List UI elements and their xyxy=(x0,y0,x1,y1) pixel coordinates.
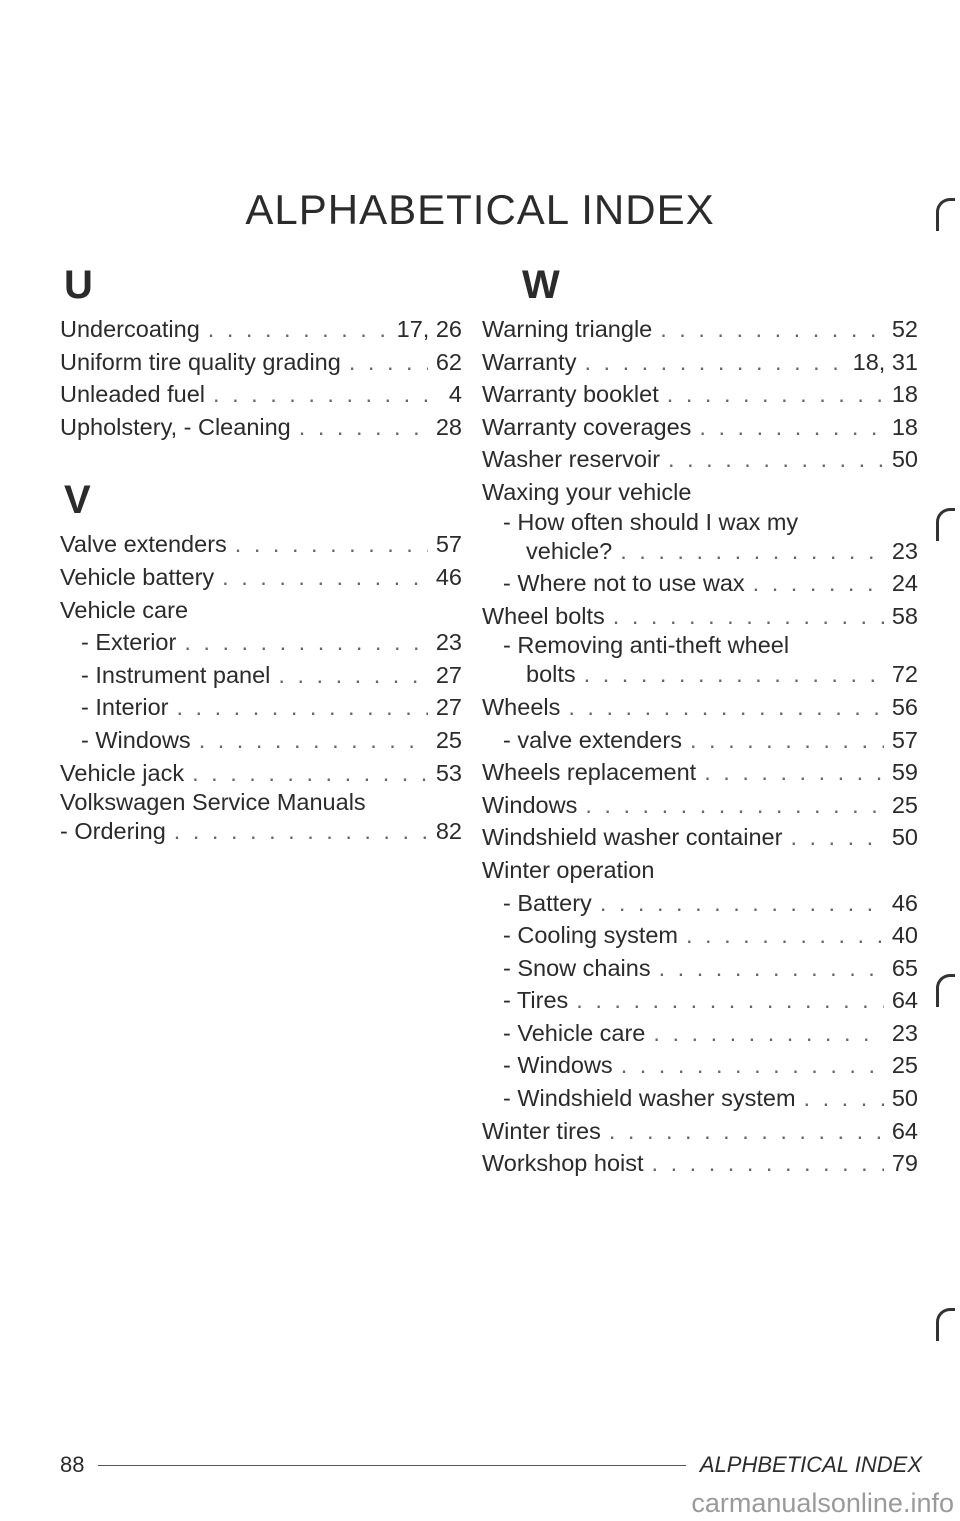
dot-leader xyxy=(349,346,428,379)
dot-leader xyxy=(174,815,428,848)
dot-leader xyxy=(621,1049,884,1082)
entry-text: - Windows xyxy=(81,726,191,753)
section-letter: U xyxy=(64,263,93,307)
page-ref: 64 xyxy=(891,1117,918,1144)
index-entry xyxy=(482,1049,918,1082)
entry-text: - valve extenders xyxy=(503,726,682,753)
entry-text: bolts xyxy=(526,661,576,688)
index-entry xyxy=(60,659,462,692)
entry-text: - Vehicle care xyxy=(503,1019,646,1046)
index-entry xyxy=(482,691,918,724)
index-entry xyxy=(482,789,918,822)
index-heading: - Removing anti-theft wheel xyxy=(503,632,790,659)
watermark: carmanualsonline.info xyxy=(691,1488,954,1518)
page-ref: 23 xyxy=(891,537,918,564)
page-ref: 27 xyxy=(435,661,462,688)
page-ref: 58 xyxy=(891,602,918,629)
page-ref: 24 xyxy=(891,570,918,597)
index-entry xyxy=(482,984,918,1017)
index-entry xyxy=(482,567,918,600)
index-entry xyxy=(482,346,918,379)
index-entry xyxy=(482,378,918,411)
index-entry xyxy=(482,1082,918,1115)
page-ref: 17, 26 xyxy=(396,316,462,342)
page-ref: 25 xyxy=(891,791,918,818)
page-ref: 50 xyxy=(891,1085,918,1112)
page-ref: 72 xyxy=(891,661,918,688)
index-entry xyxy=(482,919,918,952)
index-entry xyxy=(482,1017,918,1050)
dot-leader xyxy=(299,411,428,444)
page-ref: 56 xyxy=(891,693,918,720)
entry-text: Wheel bolts xyxy=(482,602,605,629)
dot-leader xyxy=(668,443,884,476)
dot-leader xyxy=(213,378,441,411)
index-entry xyxy=(482,887,918,920)
entry-text: - Instrument panel xyxy=(81,661,271,688)
dot-leader xyxy=(686,919,884,952)
index-entry xyxy=(482,443,918,476)
page-ref: 79 xyxy=(891,1150,918,1177)
dot-leader xyxy=(704,756,884,789)
index-entry xyxy=(482,313,918,346)
dot-leader xyxy=(585,789,884,822)
page-ref: 52 xyxy=(891,316,918,342)
dot-leader xyxy=(613,600,884,633)
dot-leader xyxy=(600,887,884,920)
dot-leader xyxy=(609,1115,884,1148)
page-ref: 23 xyxy=(891,1019,918,1046)
page-ref: 62 xyxy=(435,348,462,375)
section-gap xyxy=(60,443,462,477)
index-entry xyxy=(60,378,462,411)
entry-text: - Cooling system xyxy=(503,922,678,949)
page-number: 88 xyxy=(60,1452,85,1477)
page-ref: 50 xyxy=(891,824,918,851)
page-ref: 65 xyxy=(891,954,918,981)
dot-leader xyxy=(584,346,844,379)
page-ref: 28 xyxy=(435,413,462,440)
page-ref: 46 xyxy=(891,889,918,916)
page-ref: 25 xyxy=(891,1052,918,1079)
index-entry xyxy=(60,626,462,659)
footer-section-title: ALPHBETICAL INDEX xyxy=(699,1452,922,1477)
dot-leader xyxy=(790,821,883,854)
index-entry xyxy=(482,1147,918,1180)
index-heading: Winter operation xyxy=(482,856,655,883)
dot-leader xyxy=(235,528,428,561)
dot-leader xyxy=(667,378,884,411)
tab-marker-icon xyxy=(936,198,954,228)
page-ref: 64 xyxy=(891,987,918,1014)
dot-leader xyxy=(660,313,884,346)
entry-text: Undercoating xyxy=(60,316,200,342)
page-ref: 59 xyxy=(891,759,918,786)
section-letter: V xyxy=(64,478,91,523)
dot-leader xyxy=(653,1017,883,1050)
index-entry xyxy=(60,724,462,757)
page-ref: 46 xyxy=(435,563,462,590)
dot-leader xyxy=(177,691,428,724)
page-ref: 82 xyxy=(435,818,462,845)
dot-leader xyxy=(192,757,428,790)
index-entry xyxy=(60,313,462,346)
entry-text: Upholstery, - Cleaning xyxy=(60,413,291,440)
tab-marker-icon xyxy=(936,1308,954,1338)
dot-leader xyxy=(568,691,883,724)
dot-leader xyxy=(804,1082,884,1115)
index-heading: Vehicle care xyxy=(60,596,189,623)
page-ref: 23 xyxy=(435,629,462,656)
index-entry xyxy=(482,411,918,444)
page-ref: 57 xyxy=(435,531,462,558)
page-footer xyxy=(60,1452,922,1478)
index-column-left xyxy=(60,262,462,848)
entry-text: - Battery xyxy=(503,889,592,916)
index-entry xyxy=(482,756,918,789)
entry-text: - Tires xyxy=(503,987,569,1014)
entry-text: Winter tires xyxy=(482,1117,601,1144)
dot-leader xyxy=(208,313,389,346)
index-entry xyxy=(60,346,462,379)
page-ref: 18 xyxy=(891,413,918,440)
entry-text: - Snow chains xyxy=(503,954,651,981)
index-column-right xyxy=(482,262,918,1180)
entry-text: - Windows xyxy=(503,1052,613,1079)
dot-leader xyxy=(278,659,427,692)
entry-text: vehicle? xyxy=(526,537,613,564)
index-entry xyxy=(60,691,462,724)
index-entry xyxy=(60,757,462,790)
index-entry xyxy=(482,658,918,691)
dot-leader xyxy=(690,724,884,757)
index-entry xyxy=(482,1115,918,1148)
page-ref: 18, 31 xyxy=(852,348,918,375)
dot-leader xyxy=(576,984,884,1017)
entry-text: Vehicle battery xyxy=(60,563,215,590)
page-ref: 57 xyxy=(891,726,918,753)
entry-text: Wheels replacement xyxy=(482,759,697,786)
entry-text: - Where not to use wax xyxy=(503,570,745,597)
tab-marker-icon xyxy=(936,508,954,538)
index-heading: - How often should I wax my xyxy=(503,508,799,535)
index-entry xyxy=(60,815,462,848)
index-entry xyxy=(60,411,462,444)
index-entry xyxy=(60,528,462,561)
entry-text: Unleaded fuel xyxy=(60,381,206,408)
dot-leader xyxy=(659,952,884,985)
page-ref: 27 xyxy=(435,694,462,721)
entry-text: Windows xyxy=(482,791,578,818)
dot-leader xyxy=(753,567,884,600)
entry-text: Warranty coverages xyxy=(482,413,692,440)
entry-text: Wheels xyxy=(482,693,561,720)
page-ref: 18 xyxy=(891,381,918,408)
entry-text: Vehicle jack xyxy=(60,759,185,786)
footer-rule xyxy=(98,1465,685,1466)
dot-leader xyxy=(584,658,884,691)
dot-leader xyxy=(184,626,428,659)
tab-marker-icon xyxy=(936,974,954,1004)
index-entry xyxy=(60,561,462,594)
index-heading: Waxing your vehicle xyxy=(482,478,692,505)
entry-text: - Windshield washer system xyxy=(503,1085,796,1112)
entry-text: Warranty booklet xyxy=(482,381,659,408)
dot-leader xyxy=(222,561,428,594)
entry-text: Warranty xyxy=(482,348,577,375)
index-entry xyxy=(482,952,918,985)
page-ref: 53 xyxy=(435,759,462,786)
entry-text: Valve extenders xyxy=(60,531,227,558)
index-heading: Volkswagen Service Manuals xyxy=(60,789,366,816)
entry-text: Workshop hoist xyxy=(482,1150,644,1177)
index-entry xyxy=(482,535,918,568)
dot-leader xyxy=(652,1147,884,1180)
page-ref: 40 xyxy=(891,922,918,949)
page-ref: 25 xyxy=(435,726,462,753)
page-title: ALPHABETICAL INDEX xyxy=(245,186,715,233)
entry-text: - Exterior xyxy=(81,629,177,656)
entry-text: Windshield washer container xyxy=(482,824,783,851)
entry-text: Washer reservoir xyxy=(482,446,661,473)
section-letter: W xyxy=(522,263,560,307)
entry-text: - Ordering xyxy=(60,818,166,845)
page-ref: 4 xyxy=(448,381,462,408)
index-entry xyxy=(482,600,918,633)
index-entry xyxy=(482,724,918,757)
page-ref: 50 xyxy=(891,446,918,473)
dot-leader xyxy=(620,535,884,568)
entry-text: Uniform tire quality grading xyxy=(60,348,341,375)
entry-text: - Interior xyxy=(81,694,169,721)
dot-leader xyxy=(199,724,428,757)
entry-text: Warning triangle xyxy=(482,316,653,342)
index-entry xyxy=(482,821,918,854)
dot-leader xyxy=(699,411,883,444)
